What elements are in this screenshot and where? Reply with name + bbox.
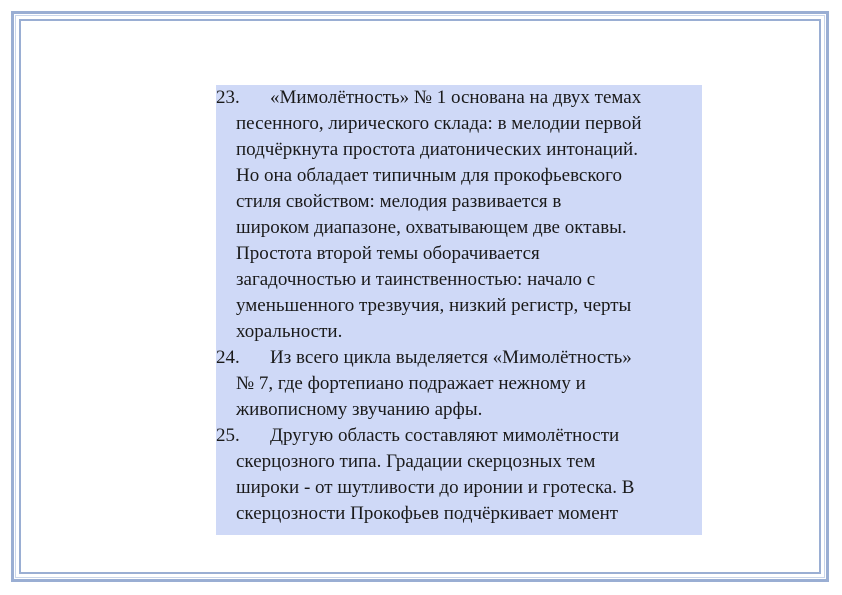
item-line: широки - от шутливости до иронии и гротеска. В bbox=[236, 477, 635, 498]
item-line: Из всего цикла выделяется «Мимолётность» bbox=[270, 347, 632, 368]
list-item-25 bbox=[216, 423, 702, 527]
item-line: уменьшенного трезвучия, низкий регистр, черты bbox=[236, 295, 632, 316]
list-item-24 bbox=[216, 345, 702, 423]
item-line: «Мимолётность» № 1 основана на двух темах bbox=[270, 87, 642, 108]
item-line: № 7, где фортепиано подражает нежному и bbox=[236, 373, 586, 394]
item-line: скерцозного типа. Градации скерцозных тем bbox=[236, 451, 596, 472]
item-number: 25. bbox=[216, 425, 240, 446]
item-line: песенного, лирического склада: в мелодии первой bbox=[236, 113, 642, 134]
item-line: хоральности. bbox=[236, 321, 343, 342]
item-number: 23. bbox=[216, 87, 240, 108]
item-line: Другую область составляют мимолётности bbox=[270, 425, 620, 446]
item-line: скерцозности Прокофьев подчёркивает момент bbox=[236, 503, 619, 524]
item-line: загадочностью и таинственностью: начало с bbox=[236, 269, 596, 290]
item-line: подчёркнута простота диатонических интонаций. bbox=[236, 139, 638, 160]
item-number: 24. bbox=[216, 347, 240, 368]
item-line: стиля свойством: мелодия развивается в bbox=[236, 191, 562, 212]
item-line: Простота второй темы оборачивается bbox=[236, 243, 540, 264]
text-block bbox=[216, 85, 702, 535]
item-line: живописному звучанию арфы. bbox=[236, 399, 483, 420]
list-item-23 bbox=[216, 85, 702, 345]
item-line: широком диапазоне, охватывающем две октавы. bbox=[236, 217, 627, 238]
item-line: Но она обладает типичным для прокофьевского bbox=[236, 165, 622, 186]
